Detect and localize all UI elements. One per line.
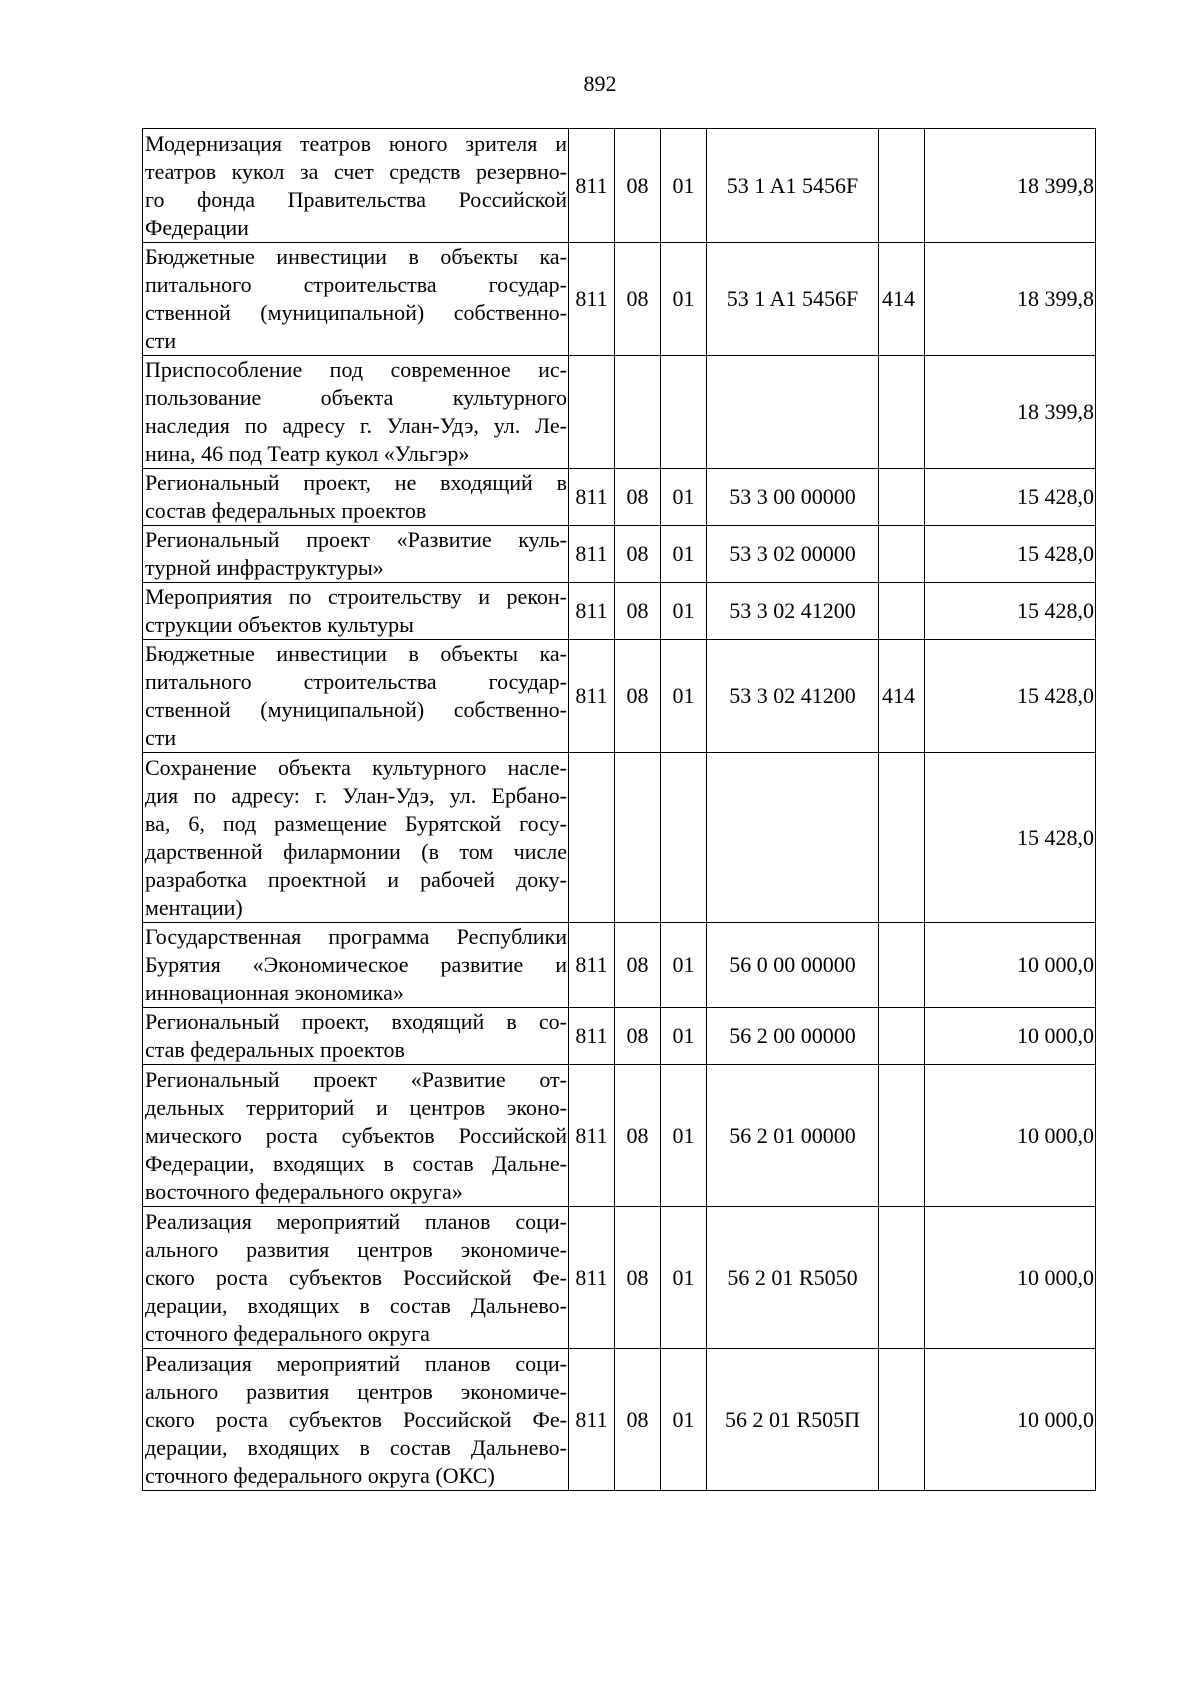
cell-subsection-code: 01 <box>661 583 707 640</box>
cell-subsection-code: 01 <box>661 243 707 356</box>
description-line: Федерации <box>145 214 249 240</box>
description-line: Бюджетные инвестиции в объекты ка- <box>145 641 567 666</box>
description-line: состав федеральных проектов <box>145 498 427 523</box>
description-line: Бюджетные инвестиции в объекты ка- <box>145 244 567 269</box>
cell-target-article-code: 56 2 01 R5050 <box>707 1207 879 1349</box>
cell-subsection-code: 01 <box>661 129 707 243</box>
row-description <box>143 1065 569 1207</box>
cell-section-code: 08 <box>615 923 661 1008</box>
table-row <box>143 469 1096 526</box>
cell-amount: 10 000,0 <box>925 1065 1096 1207</box>
description-line: сточного федерального округа <box>145 1320 430 1346</box>
cell-target-article-code: 56 0 00 00000 <box>707 923 879 1008</box>
cell-subsection-code: 01 <box>661 526 707 583</box>
description-line: ского роста субъектов Российской Фе- <box>145 1406 567 1432</box>
cell-subsection-code: 01 <box>661 1065 707 1207</box>
table-row <box>143 1065 1096 1207</box>
cell-amount: 10 000,0 <box>925 1008 1096 1065</box>
description-line: ментации) <box>145 894 243 920</box>
description-line: Модернизация театров юного зрителя и <box>145 130 567 156</box>
table-row <box>143 923 1096 1008</box>
cell-expense-type-code: 414 <box>879 243 925 356</box>
cell-expense-type-code <box>879 1207 925 1349</box>
cell-amount: 15 428,0 <box>925 469 1096 526</box>
cell-ministry-code <box>569 753 615 923</box>
description-line: питального строительства государ- <box>145 272 567 297</box>
description-line: нина, 46 под Театр кукол «Ульгэр» <box>145 441 470 466</box>
budget-table <box>142 128 1096 1491</box>
description-line: театров кукол за счет средств резервно- <box>145 158 567 184</box>
cell-target-article-code: 56 2 00 00000 <box>707 1008 879 1065</box>
row-description <box>143 1349 569 1491</box>
cell-subsection-code: 01 <box>661 469 707 526</box>
cell-expense-type-code <box>879 526 925 583</box>
cell-ministry-code: 811 <box>569 469 615 526</box>
table-row <box>143 583 1096 640</box>
row-description <box>143 640 569 753</box>
description-line: Региональный проект «Развитие от- <box>145 1066 567 1092</box>
cell-subsection-code: 01 <box>661 640 707 753</box>
cell-amount: 15 428,0 <box>925 640 1096 753</box>
cell-target-article-code <box>707 356 879 469</box>
description-line: сти <box>145 725 177 750</box>
cell-expense-type-code <box>879 129 925 243</box>
row-description <box>143 526 569 583</box>
cell-amount: 15 428,0 <box>925 753 1096 923</box>
cell-ministry-code: 811 <box>569 243 615 356</box>
cell-section-code: 08 <box>615 640 661 753</box>
cell-section-code <box>615 356 661 469</box>
description-line: Региональный проект «Развитие куль- <box>145 527 567 552</box>
description-line: наследия по адресу г. Улан-Удэ, ул. Ле- <box>145 413 567 438</box>
cell-section-code: 08 <box>615 1008 661 1065</box>
cell-amount: 10 000,0 <box>925 1207 1096 1349</box>
cell-target-article-code: 53 3 00 00000 <box>707 469 879 526</box>
description-line: ального развития центров экономиче- <box>145 1378 567 1404</box>
cell-amount: 18 399,8 <box>925 243 1096 356</box>
table-row <box>143 1008 1096 1065</box>
description-line: ского роста субъектов Российской Фе- <box>145 1264 567 1290</box>
cell-subsection-code <box>661 356 707 469</box>
description-line: Федерации, входящих в состав Дальне- <box>145 1150 567 1176</box>
cell-amount: 10 000,0 <box>925 923 1096 1008</box>
cell-section-code: 08 <box>615 583 661 640</box>
cell-target-article-code: 56 2 01 00000 <box>707 1065 879 1207</box>
cell-target-article-code: 53 3 02 41200 <box>707 640 879 753</box>
description-line: дерации, входящих в состав Дальнево- <box>145 1292 567 1318</box>
description-line: сти <box>145 328 177 353</box>
cell-target-article-code: 53 1 A1 5456F <box>707 243 879 356</box>
cell-ministry-code: 811 <box>569 526 615 583</box>
cell-section-code: 08 <box>615 1349 661 1491</box>
cell-ministry-code: 811 <box>569 640 615 753</box>
cell-target-article-code: 56 2 01 R505П <box>707 1349 879 1491</box>
description-line: Сохранение объекта культурного насле- <box>145 754 567 780</box>
table-row <box>143 1349 1096 1491</box>
cell-subsection-code: 01 <box>661 1207 707 1349</box>
description-line: Региональный проект, входящий в со- <box>145 1009 567 1034</box>
description-line: Бурятия «Экономическое развитие и <box>145 952 567 977</box>
description-line: струкции объектов культуры <box>145 612 414 637</box>
cell-subsection-code: 01 <box>661 1008 707 1065</box>
row-description <box>143 1207 569 1349</box>
cell-amount: 18 399,8 <box>925 356 1096 469</box>
description-line: Реализация мероприятий планов соци- <box>145 1208 567 1234</box>
description-line: дельных территорий и центров эконо- <box>145 1094 567 1120</box>
cell-amount: 10 000,0 <box>925 1349 1096 1491</box>
cell-expense-type-code <box>879 1065 925 1207</box>
cell-amount: 15 428,0 <box>925 583 1096 640</box>
cell-section-code: 08 <box>615 1065 661 1207</box>
row-description <box>143 469 569 526</box>
table-body <box>143 129 1096 1491</box>
row-description <box>143 129 569 243</box>
description-line: Реализация мероприятий планов соци- <box>145 1350 567 1376</box>
description-line: дия по адресу: г. Улан-Удэ, ул. Ербано- <box>145 782 567 808</box>
description-line: мического роста субъектов Российской <box>145 1122 567 1148</box>
cell-section-code: 08 <box>615 243 661 356</box>
cell-subsection-code <box>661 753 707 923</box>
cell-ministry-code: 811 <box>569 1207 615 1349</box>
cell-section-code: 08 <box>615 129 661 243</box>
cell-target-article-code <box>707 753 879 923</box>
row-description <box>143 923 569 1008</box>
description-line: Региональный проект, не входящий в <box>145 470 567 495</box>
page-number: 892 <box>583 71 617 96</box>
cell-expense-type-code <box>879 753 925 923</box>
description-line: разработка проектной и рабочей доку- <box>145 866 567 892</box>
row-description <box>143 356 569 469</box>
cell-expense-type-code <box>879 923 925 1008</box>
cell-expense-type-code <box>879 1008 925 1065</box>
cell-ministry-code: 811 <box>569 1065 615 1207</box>
row-description <box>143 753 569 923</box>
cell-expense-type-code <box>879 583 925 640</box>
table-row <box>143 1207 1096 1349</box>
description-line: ственной (муниципальной) собственно- <box>145 300 567 325</box>
description-line: инновационная экономика» <box>145 980 404 1005</box>
cell-subsection-code: 01 <box>661 923 707 1008</box>
description-line: сточного федерального округа (ОКС) <box>145 1462 495 1488</box>
cell-section-code: 08 <box>615 469 661 526</box>
cell-expense-type-code <box>879 1349 925 1491</box>
cell-ministry-code <box>569 356 615 469</box>
table-row <box>143 243 1096 356</box>
cell-target-article-code: 53 3 02 41200 <box>707 583 879 640</box>
cell-section-code <box>615 753 661 923</box>
cell-expense-type-code: 414 <box>879 640 925 753</box>
table-row <box>143 129 1096 243</box>
table-row <box>143 640 1096 753</box>
cell-section-code: 08 <box>615 1207 661 1349</box>
description-line: питального строительства государ- <box>145 669 567 694</box>
description-line: ственной (муниципальной) собственно- <box>145 697 567 722</box>
row-description <box>143 1008 569 1065</box>
cell-expense-type-code <box>879 469 925 526</box>
description-line: дерации, входящих в состав Дальнево- <box>145 1434 567 1460</box>
cell-ministry-code: 811 <box>569 129 615 243</box>
description-line: став федеральных проектов <box>145 1037 405 1062</box>
table-row <box>143 753 1096 923</box>
description-line: Мероприятия по строительству и рекон- <box>145 584 567 609</box>
cell-ministry-code: 811 <box>569 1008 615 1065</box>
cell-subsection-code: 01 <box>661 1349 707 1491</box>
cell-target-article-code: 53 3 02 00000 <box>707 526 879 583</box>
row-description <box>143 243 569 356</box>
cell-amount: 18 399,8 <box>925 129 1096 243</box>
row-description <box>143 583 569 640</box>
description-line: пользование объекта культурного <box>145 385 567 410</box>
cell-target-article-code: 53 1 A1 5456F <box>707 129 879 243</box>
description-line: го фонда Правительства Российской <box>145 186 567 212</box>
description-line: восточного федерального округа» <box>145 1178 463 1204</box>
cell-ministry-code: 811 <box>569 923 615 1008</box>
description-line: Приспособление под современное ис- <box>145 357 567 382</box>
table-row <box>143 356 1096 469</box>
cell-section-code: 08 <box>615 526 661 583</box>
description-line: ального развития центров экономиче- <box>145 1236 567 1262</box>
description-line: дарственной филармонии (в том числе <box>145 838 567 864</box>
cell-expense-type-code <box>879 356 925 469</box>
description-line: турной инфраструктуры» <box>145 555 384 580</box>
cell-ministry-code: 811 <box>569 1349 615 1491</box>
table-row <box>143 526 1096 583</box>
cell-ministry-code: 811 <box>569 583 615 640</box>
description-line: Государственная программа Республики <box>145 924 567 949</box>
cell-amount: 15 428,0 <box>925 526 1096 583</box>
description-line: ва, 6, под размещение Бурятской госу- <box>145 810 567 836</box>
